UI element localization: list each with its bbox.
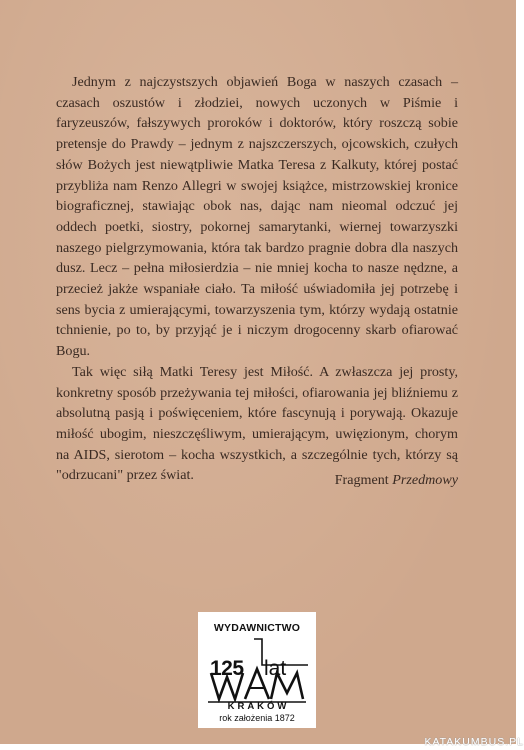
attribution-title: Przedmowy xyxy=(392,472,458,488)
source-attribution xyxy=(335,472,458,489)
logo-mark xyxy=(198,635,316,705)
wam-monogram-icon xyxy=(198,635,316,705)
logo-publisher-name: WYDAWNICTWO xyxy=(213,622,301,634)
blurb-text xyxy=(56,72,458,486)
logo-anniversary-unit: lat xyxy=(264,657,287,680)
logo-founded-year: rok założenia 1872 xyxy=(219,713,295,723)
attribution-prefix: Fragment xyxy=(334,472,389,488)
blurb-paragraph: Tak więc siłą Matki Teresy jest Miłość. A zwłaszcza jej prosty, konkretny sposób przeżywania tej miłości, ofiarowania jej bliźniemu z absolutną pasją i poświęceniem, które fascynują i porywają. Okazuje miłość ubogim, nieszczęśliwym, umierającym, uwięzionym, chorym na AIDS, sierotom – kocha wszystkich, a szczególnie tych, którzy są "odrzucani" przez świat. xyxy=(56,363,458,484)
logo-anniversary-number: 125 xyxy=(210,657,244,680)
logo-city: KRAKÓW xyxy=(227,701,290,712)
watermark: KATAKUMBUS.PL xyxy=(424,736,524,748)
publisher-logo xyxy=(198,612,316,728)
blurb-paragraph: Jednym z najczystszych objawień Boga w naszych czasach – czasach oszustów i złodziei, nowych uczonych w Piśmie i faryzeuszów, fałszywych proroków i doktorów, który roszczą sobie pretensje do Prawdy – jednym z najszczerszych, ojcowskich, czułych słów Bożych jest niewątpliwie Matka Teresa z Kalkuty, której postać przybliża nam Renzo Allegri w swojej książce, mistrzowskiej kronice biograficznej, stawiając obok nas, dając nam nieomal odczuć jej oddech poetki, siostry, pokornej samarytanki, wiernej towarzyszki naszego pielgrzymowania, która tak bardzo pragnie dobra dla naszych dusz. Lecz – pełna miłosierdzia – nie mniej kocha to nasze nędzne, a przecież jakże wspaniałe ciało. Ta miłość uświadomiła jej potrzebę i sens bycia z umierającymi, towarzyszenia tym, którzy wydają ostatnie tchnienie, po to, by przyjąć je i niczym drogocenny skarb ofiarować Bogu. xyxy=(56,74,458,360)
